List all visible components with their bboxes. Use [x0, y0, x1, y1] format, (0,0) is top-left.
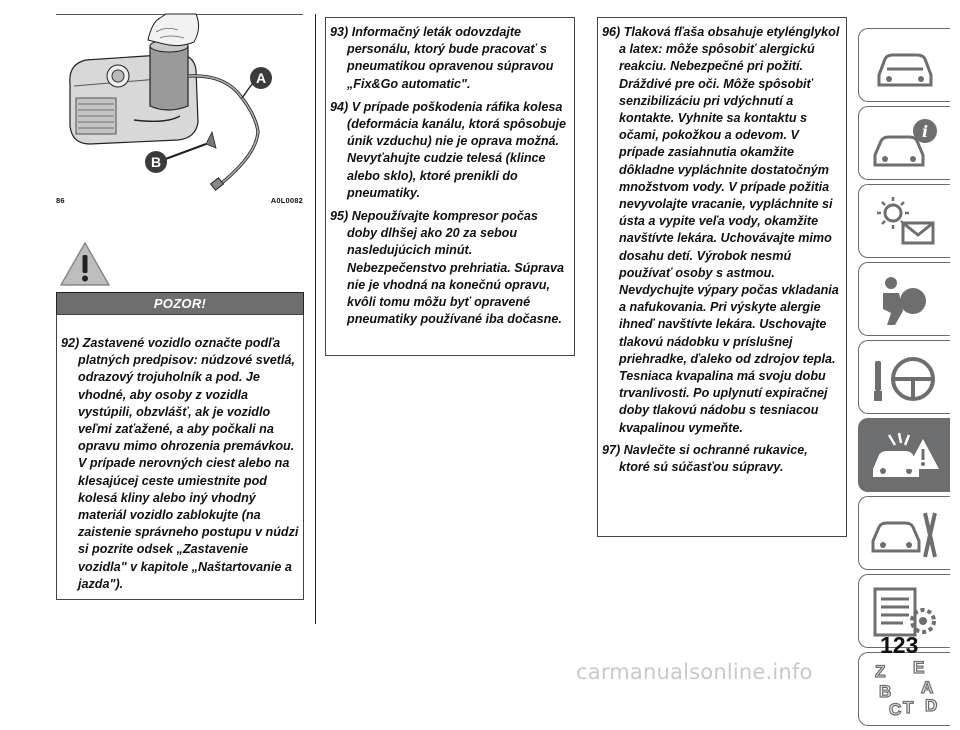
- car-info-i-icon: [869, 113, 941, 173]
- svg-text:C: C: [889, 700, 902, 719]
- note-92: 92) Zastavené vozidlo označte podľa platných predpisov: núdzové svetlá, odrazový trojuholník a pod. Je vhodné, aby osoby z vozidla vystúpili, obzvlášť, ak je vozidlo veľmi zaťažené, a aby počkali na opravu mimo ohrozenia premávkou. V prípade nerovných ciest alebo na klesajúcej ceste umiestnite pod kolesá kliny alebo iný vhodný materiál vozidlo zablokujte (na zaistenie správneho postupu v núdzi si pozrite odsek „Zastavenie vozidla" v kapitole „Naštartovanie a jazda").: [61, 336, 299, 591]
- tab-emergency[interactable]: [858, 418, 950, 492]
- svg-text:i: i: [921, 122, 929, 141]
- svg-text:E: E: [913, 658, 925, 677]
- chapter-tabs: [858, 28, 950, 730]
- compressor-illustration: [56, 14, 303, 194]
- tab-index[interactable]: [858, 652, 950, 726]
- steering-icon: [869, 347, 941, 407]
- watermark: carmanualsonline.info: [576, 660, 813, 684]
- tab-warning-lights[interactable]: [858, 184, 950, 258]
- svg-text:D: D: [925, 696, 938, 715]
- page-number: 123: [880, 632, 919, 658]
- label-b: B: [150, 154, 162, 170]
- note-96: 96) Tlaková fľaša obsahuje etylénglykol a latex: môže spôsobiť alergickú reakciu. Nebezpečné pri požití. Dráždivé pre oči. Môže spôsobiť senzibilizáciu pri vdýchnutí a kontakte. Vyhnite sa kontaktu s očami, pokožkou a odevom. V prípade zasiahnutia okamžite dôkladne vypláchnite dostatočným množstvom vody. V prípade požitia nevyvolajte vracanie, vypláchnite si ústa a vypite veľa vody, okamžite navštívte lekára. Uchovávajte mimo dosahu detí. Výrobok nesmú používať osoby s astmou. Nevdychujte výpary počas vkladania a nafukovania. Pri výskyte alergie ihneď navštívte lekára. Uschovajte tlakovú nádobku v príslušnej priehradke, ďaleko od zdrojov tepla. Tesniaca kvapalina má svoju dobu trvanlivosti. Po uplynutí expiračnej doby tlakovú nádobu s tesniacou kvapalinou vymeňte.: [602, 25, 840, 435]
- notes-box-middle: [325, 17, 575, 356]
- svg-text:T: T: [903, 698, 914, 717]
- note-95: 95) Nepoužívajte kompresor počas doby dlhšej ako 20 za sebou nasledujúcich minút. Nebezpečenstvo prehriatia. Súprava nie je vhodná na konečnú opravu, kvôli tomu môžu byť opravené pneumatiky používané iba dočasne.: [330, 209, 564, 327]
- figure-number: 86: [56, 196, 65, 205]
- emergency-crash-icon: [869, 425, 941, 485]
- maintenance-icon: [869, 503, 941, 563]
- tab-maintenance[interactable]: [858, 496, 950, 570]
- index-icon: [869, 659, 941, 719]
- tab-car-info[interactable]: [858, 28, 950, 102]
- airbag-icon: [869, 269, 941, 329]
- column-divider: [315, 14, 316, 624]
- label-a: A: [255, 70, 267, 86]
- figure-code: A0L0082: [270, 196, 303, 205]
- tab-airbag[interactable]: [858, 262, 950, 336]
- svg-text:A: A: [921, 678, 934, 697]
- note-93: 93) Informačný leták odovzdajte personálu, ktorý bude pracovať s pneumatikou opravenou súpravou „Fix&Go automatic".: [330, 25, 554, 91]
- note-97: 97) Navlečte si ochranné rukavice, ktoré sú súčasťou súpravy.: [602, 442, 808, 475]
- car-info-icon: [869, 35, 941, 95]
- notes-box-right: [597, 17, 847, 537]
- warning-triangle-icon: [58, 240, 112, 288]
- note-94: 94) V prípade poškodenia ráfika kolesa (deformácia kanálu, ktorá spôsobuje únik vzduchu) nie je oprava možná. Nevyťahujte cudzie telesá (klince alebo sklo), ktoré prenikli do pneumatiky.: [330, 99, 567, 200]
- tab-steering[interactable]: [858, 340, 950, 414]
- svg-text:B: B: [879, 682, 892, 701]
- tab-car-info-i[interactable]: [858, 106, 950, 180]
- warning-box: [56, 314, 304, 600]
- warning-title: POZOR!: [56, 292, 304, 315]
- warning-lights-icon: [869, 191, 941, 251]
- svg-text:Z: Z: [875, 662, 886, 681]
